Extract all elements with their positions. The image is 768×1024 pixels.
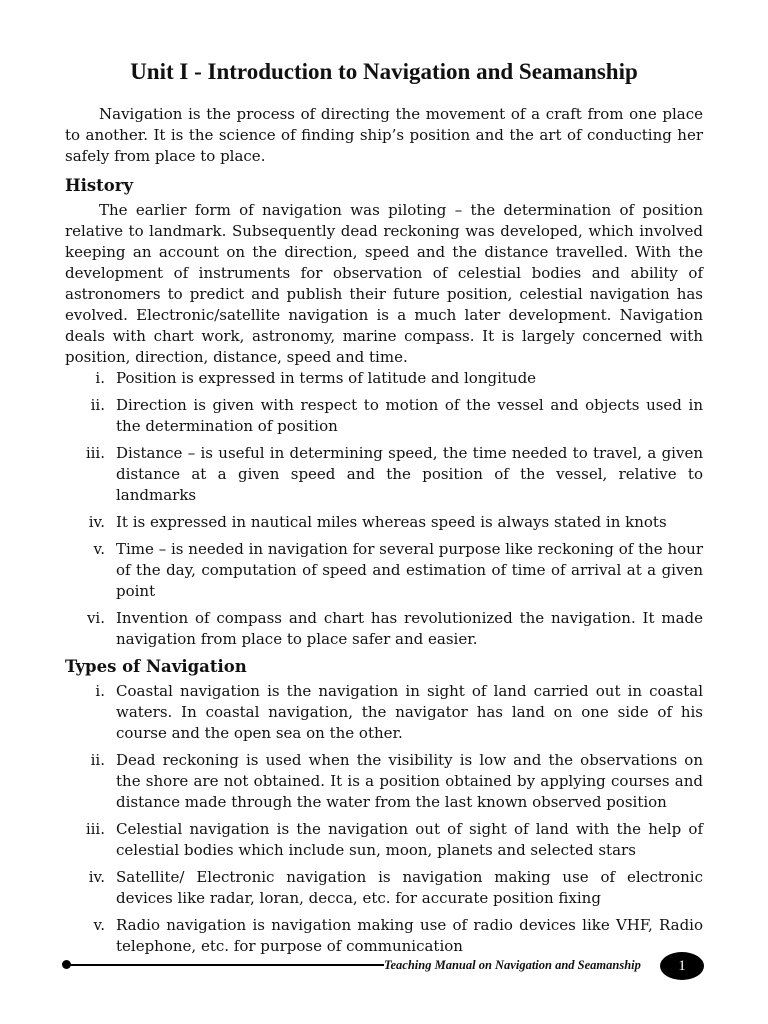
list-item-text: Celestial navigation is the navigation out of sight of land with the help of celestial bodies which include sun, moon, planets and selected stars: [116, 820, 703, 859]
list-item-text: Dead reckoning is used when the visibility is low and the observations on the shore are not obtained. It is a position obtained by applying courses and distance made through the water from the last known observed position: [116, 751, 703, 811]
list-item: [65, 819, 703, 861]
list-item-number: i.: [95, 682, 105, 700]
page-number-badge: 1: [660, 952, 704, 980]
list-item-text: Time – is needed in navigation for several purpose like reckoning of the hour of the day, computation of speed and estimation of time of arrival at a given point: [116, 540, 703, 600]
list-item: [65, 368, 703, 389]
list-item-text: Invention of compass and chart has revolutionized the navigation. It made navigation from place to place safer and easier.: [116, 609, 703, 648]
types-heading: Types of Navigation: [65, 657, 247, 676]
list-item: [65, 750, 703, 813]
list-item: [65, 681, 703, 744]
list-item: [65, 915, 703, 957]
list-item: [65, 443, 703, 506]
list-item-text: Distance – is useful in determining speed, the time needed to travel, a given distance at a given speed and the position of the vessel, relative to landmarks: [116, 444, 703, 504]
history-heading: History: [65, 176, 134, 195]
history-paragraph: The earlier form of navigation was piloting – the determination of position relative to landmark. Subsequently dead reckoning was developed, which involved keeping an account on the direction, speed and the distance travelled. With the development of instruments for observation of celestial bodies and ability of astronomers to predict and publish their future position, celestial navigation has evolved. Electronic/satellite navigation is a much later development. Navigation deals with chart work, astronomy, marine compass. It is largely concerned with position, direction, distance, speed and time.: [65, 201, 703, 366]
list-item-text: Coastal navigation is the navigation in sight of land carried out in coastal waters. In coastal navigation, the navigator has land on one side of his course and the open sea on the other.: [116, 682, 703, 742]
list-item-text: Radio navigation is navigation making use of radio devices like VHF, Radio telephone, etc. for purpose of communication: [116, 916, 703, 955]
list-item-number: iii.: [85, 820, 105, 838]
list-item-number: ii.: [90, 396, 105, 414]
page-title: Unit I - Introduction to Navigation and Seamanship: [130, 59, 638, 84]
list-item-number: v.: [93, 540, 105, 558]
types-list: [65, 681, 703, 957]
list-item: [65, 867, 703, 909]
intro-paragraph: Navigation is the process of directing the movement of a craft from one place to another. It is the science of finding ship’s position and the art of conducting her safely from place to place.: [65, 105, 703, 165]
list-item-number: i.: [95, 369, 105, 387]
content-body: [65, 104, 703, 963]
history-list: [65, 368, 703, 650]
list-item-number: vi.: [86, 609, 105, 627]
list-item-number: iii.: [85, 444, 105, 462]
list-item-text: Direction is given with respect to motion of the vessel and objects used in the determination of position: [116, 396, 703, 435]
list-item-number: ii.: [90, 751, 105, 769]
list-item-text: Position is expressed in terms of latitude and longitude: [116, 369, 537, 387]
list-item: [65, 512, 703, 533]
list-item-number: iv.: [88, 868, 105, 886]
list-item: [65, 608, 703, 650]
list-item: [65, 539, 703, 602]
list-item-text: It is expressed in nautical miles whereas speed is always stated in knots: [116, 513, 667, 531]
list-item: [65, 395, 703, 437]
list-item-text: Satellite/ Electronic navigation is navigation making use of electronic devices like radar, loran, decca, etc. for accurate position fixing: [116, 868, 703, 907]
list-item-number: iv.: [88, 513, 105, 531]
footer-rule: [64, 964, 384, 966]
list-item-number: v.: [93, 916, 105, 934]
footer-title: Teaching Manual on Navigation and Seamanship: [384, 958, 641, 972]
